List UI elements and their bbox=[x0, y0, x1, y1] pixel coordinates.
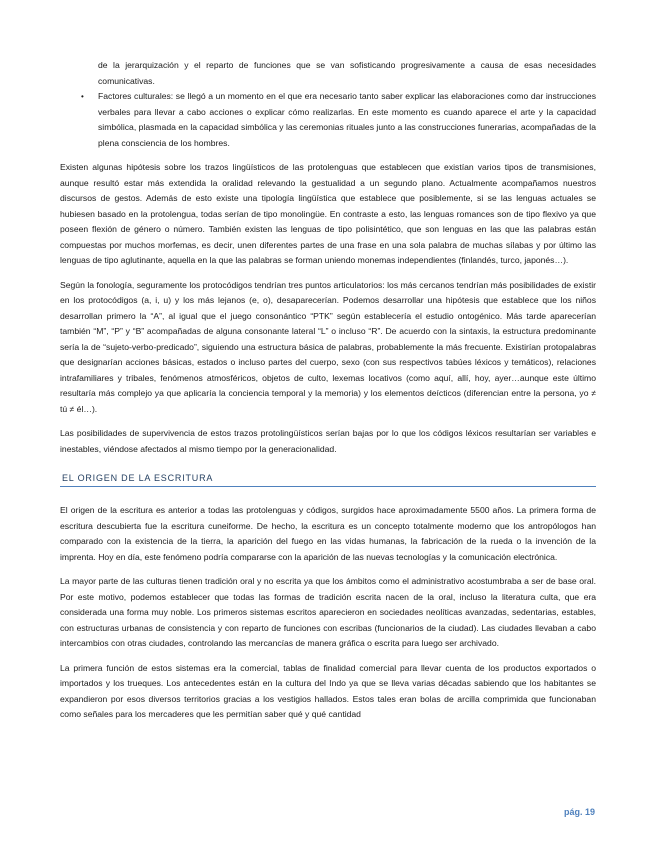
bullet-text: Factores culturales: se llegó a un momento en el que era necesario tanto saber explicar las elaboraciones como dar instrucciones verbales para llevar a cabo acciones o explicar cómo realizarlas. En este momento es cuando aparece el arte y la capacidad simbólica, plasmada en la capacidad simbólica y las ceremonias rituales junto a las construcciones funerarias, acompañadas de la plena consciencia de los hombres. bbox=[98, 91, 596, 148]
paragraph: Las posibilidades de supervivencia de estos trazos protolingüísticos serían bajas por lo que los códigos léxicos resultarían ser variables e inestables, viéndose afectados al mismo tiempo por la generacionalidad. bbox=[60, 428, 596, 454]
bullet-list bbox=[60, 58, 596, 151]
bullet-item bbox=[98, 58, 596, 89]
paragraph: Existen algunas hipótesis sobre los trazos lingüísticos de las protolenguas que establecen que existían varios tipos de transmisiones, aunque resultó estar más extendida la oralidad relevando la gestualidad a un segundo plano. Actualmente acompañamos nuestros discursos de gestos. Además de esto existe una tipología lingüística que establece que posiblemente, si se las lenguas actuales se hubiesen basado en la protolengua, todas serían de tipo monolingüe. En contraste a esto, las lenguas romances son de tipo flexivo ya que poseen flexión de género o número. También existen las lenguas de tipo polisintético, que son lenguas en las que las palabras están compuestas por muchos morfemas, es decir, unen diferentes partes de una frase en una sola palabra de muchas sílabas y por último las lenguas de tipo aglutinante, aquella en la que las palabras se forman uniendo monemas independientes (finlandés, turco, japonés…). bbox=[60, 162, 596, 265]
paragraph: La primera función de estos sistemas era la comercial, tablas de finalidad comercial para llevar cuenta de los productos exportados o importados y los trueques. Los antecedentes están en la cultura del Indo ya que se lleva varias décadas sabiendo que los habitantes se expandieron por esos diversos territorios gracias a los vestigios hallados. Estos tales eran bolas de arcilla comprimida que funcionaban como señales para los mercaderes que les permitían saber qué y qué cantidad bbox=[60, 662, 596, 719]
bullet-text: de la jerarquización y el reparto de funciones que se van sofisticando progresivamente a causa de esas necesidades comunicativas. bbox=[98, 60, 596, 86]
section-heading: EL ORIGEN DE LA ESCRITURA bbox=[60, 471, 596, 487]
paragraph: La mayor parte de las culturas tienen tradición oral y no escrita ya que los ámbitos como el administrativo acostumbraba a ser de base oral. Por este motivo, podemos establecer que todas las formas de tradición escrita nacen de la oral, incluso la literatura culta, que era considerada una forma muy noble. Los primeros sistemas escritos aparecieron en sociedades neolíticas avanzadas, sedentarias, estables, con estructuras urbanas de consistencia y con reparto de funciones con escribas (funcionarios de la ciudad). Las ciudades llevaban a cabo intercambios con otras ciudades, controlando las mercancías de manera gráfica o escrita para luego ser archivado. bbox=[60, 576, 596, 648]
page-content bbox=[60, 58, 596, 723]
page-number: pág. 19 bbox=[563, 807, 595, 817]
bullet-marker: • bbox=[81, 92, 84, 101]
bullet-item bbox=[81, 89, 596, 151]
paragraph: El origen de la escritura es anterior a todas las protolenguas y códigos, surgidos hace aproximadamente 5500 años. La primera forma de escritura descubierta fue la escritura cuneiforme. De hecho, la escritura es un concepto totalmente moderno que los antropólogos han comparado con la existencia de la tierra, la aparición del fuego en las vidas humanas, la fabricación de la rueda o la invención de la imprenta. Hoy en día, este fenómeno podría compararse con la aparición de las nuevas tecnologías y la comunicación electrónica. bbox=[60, 505, 596, 562]
paragraph: Según la fonología, seguramente los protocódigos tendrían tres puntos articulatorios: los más cercanos tendrían más posibilidades de existir en los protocódigos (a, i, u) y los más lejanos (e, o), desaparecerían. Podemos desarrollar una hipótesis que establece que los niños desarrollan primero la “A”, al igual que el juego consonántico “PTK” según establecería el estudio ontogénico. Más tarde aparecerían también “M”, “P” y “B” acompañadas de alguna consonante lateral “L” o incluso “R”. De acuerdo con la sintaxis, la estructura predominante sería la de “sujeto-verbo-predicado”, siguiendo una estructura básica de palabras, probablemente la más frecuente. Existirían protopalabras que designarían acciones básicas, estados o incluso partes del cuerpo, sexo (con sus respectivos tabúes léxicos y temáticos), relaciones intrafamiliares y tribales, fenómenos atmosféricos, objetos de culto, lexemas locativos (como aquí, allí, hoy, ayer…aunque este último resultaría más complejo ya que aplicaría la conciencia temporal y la memoria) y los elementos deícticos (diferencian entre la persona, yo ≠ tú ≠ él…). bbox=[60, 279, 596, 414]
